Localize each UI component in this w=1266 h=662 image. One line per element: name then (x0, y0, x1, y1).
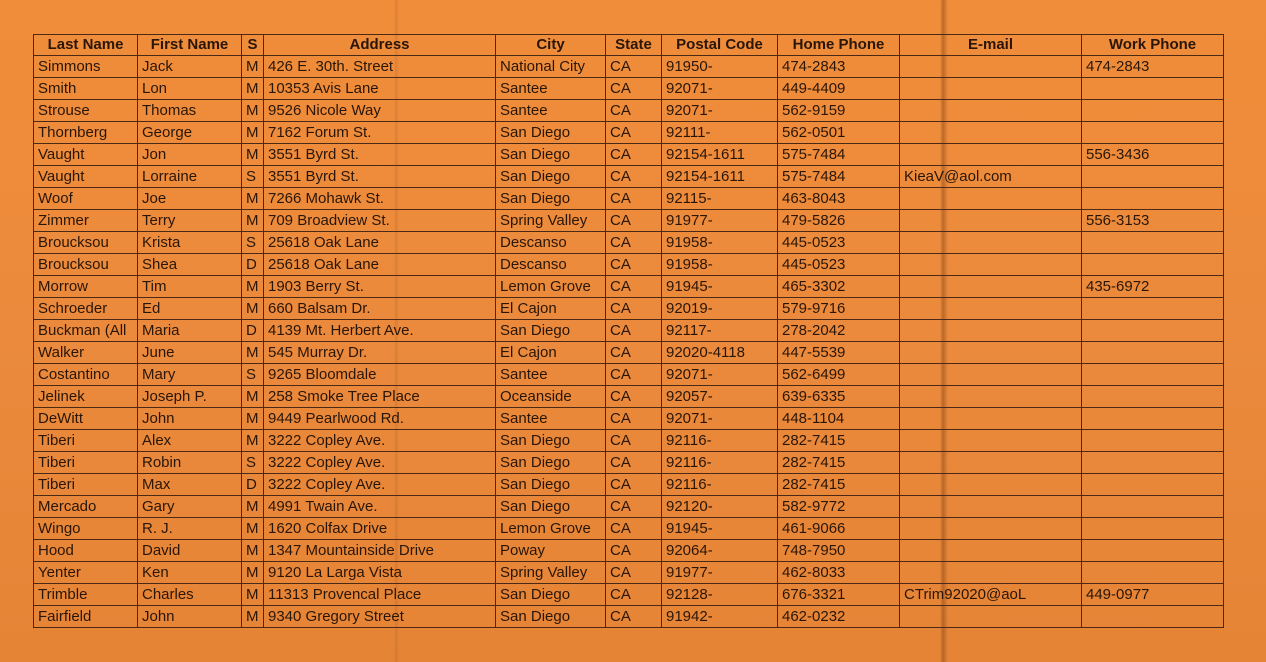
cell-first-name: R. J. (138, 518, 242, 540)
cell-state: CA (606, 78, 662, 100)
cell-first-name: Ed (138, 298, 242, 320)
cell-state: CA (606, 210, 662, 232)
cell-address: 3222 Copley Ave. (264, 474, 496, 496)
cell-state: CA (606, 474, 662, 496)
cell-state: CA (606, 584, 662, 606)
cell-first-name: Joe (138, 188, 242, 210)
cell-state: CA (606, 496, 662, 518)
cell-last-name: Broucksou (34, 254, 138, 276)
header-s: S (242, 35, 264, 56)
cell-address: 7266 Mohawk St. (264, 188, 496, 210)
cell-first-name: Thomas (138, 100, 242, 122)
header-email: E-mail (900, 35, 1082, 56)
cell-postal-code: 92057- (662, 386, 778, 408)
cell-state: CA (606, 100, 662, 122)
cell-state: CA (606, 540, 662, 562)
cell-home-phone: 445-0523 (778, 232, 900, 254)
contact-roster-table (33, 34, 1224, 628)
cell-state: CA (606, 518, 662, 540)
cell-email (900, 342, 1082, 364)
cell-state: CA (606, 144, 662, 166)
cell-address: 9526 Nicole Way (264, 100, 496, 122)
cell-home-phone: 449-4409 (778, 78, 900, 100)
header-last-name: Last Name (34, 35, 138, 56)
cell-last-name: Vaught (34, 166, 138, 188)
cell-address: 545 Murray Dr. (264, 342, 496, 364)
cell-city: San Diego (496, 188, 606, 210)
table-row (34, 540, 1224, 562)
cell-last-name: Broucksou (34, 232, 138, 254)
cell-first-name: Joseph P. (138, 386, 242, 408)
roster-body (34, 56, 1224, 628)
header-row (34, 35, 1224, 56)
cell-work-phone (1082, 100, 1224, 122)
cell-status: M (242, 298, 264, 320)
cell-address: 3222 Copley Ave. (264, 430, 496, 452)
cell-state: CA (606, 430, 662, 452)
cell-state: CA (606, 122, 662, 144)
cell-home-phone: 465-3302 (778, 276, 900, 298)
cell-postal-code: 92071- (662, 100, 778, 122)
cell-email (900, 452, 1082, 474)
cell-first-name: Jack (138, 56, 242, 78)
table-row (34, 606, 1224, 628)
cell-home-phone: 461-9066 (778, 518, 900, 540)
cell-city: San Diego (496, 430, 606, 452)
cell-postal-code: 91950- (662, 56, 778, 78)
header-work-phone: Work Phone (1082, 35, 1224, 56)
cell-first-name: John (138, 606, 242, 628)
table-row (34, 276, 1224, 298)
cell-home-phone: 278-2042 (778, 320, 900, 342)
cell-last-name: Trimble (34, 584, 138, 606)
cell-postal-code: 92071- (662, 364, 778, 386)
cell-state: CA (606, 342, 662, 364)
cell-home-phone: 562-6499 (778, 364, 900, 386)
cell-home-phone: 562-0501 (778, 122, 900, 144)
cell-first-name: Charles (138, 584, 242, 606)
cell-home-phone: 562-9159 (778, 100, 900, 122)
cell-postal-code: 91945- (662, 276, 778, 298)
cell-last-name: Tiberi (34, 430, 138, 452)
cell-email (900, 496, 1082, 518)
cell-address: 4139 Mt. Herbert Ave. (264, 320, 496, 342)
cell-city: San Diego (496, 122, 606, 144)
cell-state: CA (606, 166, 662, 188)
table-row (34, 452, 1224, 474)
cell-status: M (242, 386, 264, 408)
cell-postal-code: 92120- (662, 496, 778, 518)
cell-state: CA (606, 276, 662, 298)
cell-status: M (242, 518, 264, 540)
cell-work-phone (1082, 364, 1224, 386)
cell-home-phone: 748-7950 (778, 540, 900, 562)
cell-city: El Cajon (496, 298, 606, 320)
table-row (34, 562, 1224, 584)
cell-work-phone (1082, 122, 1224, 144)
cell-email (900, 408, 1082, 430)
cell-home-phone: 582-9772 (778, 496, 900, 518)
cell-address: 9120 La Larga Vista (264, 562, 496, 584)
cell-first-name: Maria (138, 320, 242, 342)
table-row (34, 430, 1224, 452)
cell-email (900, 144, 1082, 166)
header-home-phone: Home Phone (778, 35, 900, 56)
table-row (34, 386, 1224, 408)
cell-first-name: Tim (138, 276, 242, 298)
cell-postal-code: 92154-1611 (662, 144, 778, 166)
cell-status: S (242, 452, 264, 474)
cell-state: CA (606, 188, 662, 210)
cell-home-phone: 447-5539 (778, 342, 900, 364)
table-row (34, 144, 1224, 166)
cell-address: 9265 Bloomdale (264, 364, 496, 386)
cell-email (900, 298, 1082, 320)
cell-work-phone (1082, 166, 1224, 188)
cell-email (900, 254, 1082, 276)
cell-first-name: Lorraine (138, 166, 242, 188)
header-first-name: First Name (138, 35, 242, 56)
cell-work-phone: 435-6972 (1082, 276, 1224, 298)
cell-email (900, 210, 1082, 232)
cell-home-phone: 575-7484 (778, 166, 900, 188)
cell-city: Spring Valley (496, 210, 606, 232)
table-row (34, 496, 1224, 518)
cell-home-phone: 445-0523 (778, 254, 900, 276)
cell-first-name: Krista (138, 232, 242, 254)
cell-address: 1347 Mountainside Drive (264, 540, 496, 562)
cell-work-phone (1082, 562, 1224, 584)
cell-status: M (242, 56, 264, 78)
cell-postal-code: 92116- (662, 430, 778, 452)
cell-work-phone (1082, 298, 1224, 320)
cell-city: National City (496, 56, 606, 78)
cell-home-phone: 462-8033 (778, 562, 900, 584)
cell-postal-code: 91958- (662, 232, 778, 254)
header-postal-code: Postal Code (662, 35, 778, 56)
cell-last-name: Woof (34, 188, 138, 210)
cell-status: S (242, 364, 264, 386)
cell-status: M (242, 430, 264, 452)
table-row (34, 56, 1224, 78)
cell-city: San Diego (496, 474, 606, 496)
header-state: State (606, 35, 662, 56)
cell-first-name: Shea (138, 254, 242, 276)
cell-last-name: Yenter (34, 562, 138, 584)
cell-home-phone: 282-7415 (778, 474, 900, 496)
table-row (34, 210, 1224, 232)
table-row (34, 298, 1224, 320)
cell-first-name: Mary (138, 364, 242, 386)
cell-postal-code: 92115- (662, 188, 778, 210)
cell-last-name: Buckman (All (34, 320, 138, 342)
cell-postal-code: 92019- (662, 298, 778, 320)
cell-status: M (242, 144, 264, 166)
cell-email (900, 474, 1082, 496)
cell-postal-code: 92117- (662, 320, 778, 342)
cell-address: 9449 Pearlwood Rd. (264, 408, 496, 430)
cell-email (900, 100, 1082, 122)
cell-state: CA (606, 562, 662, 584)
cell-state: CA (606, 56, 662, 78)
cell-last-name: Mercado (34, 496, 138, 518)
cell-last-name: Strouse (34, 100, 138, 122)
cell-status: M (242, 342, 264, 364)
cell-status: S (242, 232, 264, 254)
cell-email (900, 518, 1082, 540)
cell-home-phone: 282-7415 (778, 452, 900, 474)
cell-city: Spring Valley (496, 562, 606, 584)
cell-work-phone (1082, 320, 1224, 342)
cell-postal-code: 92154-1611 (662, 166, 778, 188)
cell-postal-code: 92116- (662, 452, 778, 474)
cell-postal-code: 91958- (662, 254, 778, 276)
cell-address: 258 Smoke Tree Place (264, 386, 496, 408)
cell-last-name: Vaught (34, 144, 138, 166)
cell-first-name: Max (138, 474, 242, 496)
cell-address: 1620 Colfax Drive (264, 518, 496, 540)
cell-state: CA (606, 232, 662, 254)
header-city: City (496, 35, 606, 56)
table-row (34, 188, 1224, 210)
cell-postal-code: 91942- (662, 606, 778, 628)
cell-city: San Diego (496, 584, 606, 606)
cell-work-phone (1082, 254, 1224, 276)
cell-status: M (242, 496, 264, 518)
cell-address: 4991 Twain Ave. (264, 496, 496, 518)
cell-last-name: Wingo (34, 518, 138, 540)
cell-last-name: Morrow (34, 276, 138, 298)
cell-email (900, 188, 1082, 210)
cell-postal-code: 91977- (662, 210, 778, 232)
cell-work-phone (1082, 518, 1224, 540)
table-row (34, 100, 1224, 122)
table-row (34, 518, 1224, 540)
cell-last-name: Simmons (34, 56, 138, 78)
cell-work-phone: 556-3436 (1082, 144, 1224, 166)
table-row (34, 320, 1224, 342)
cell-last-name: Jelinek (34, 386, 138, 408)
cell-status: D (242, 320, 264, 342)
cell-last-name: Smith (34, 78, 138, 100)
cell-status: M (242, 78, 264, 100)
cell-state: CA (606, 408, 662, 430)
cell-postal-code: 92116- (662, 474, 778, 496)
cell-email (900, 606, 1082, 628)
cell-first-name: June (138, 342, 242, 364)
cell-last-name: Hood (34, 540, 138, 562)
table-row (34, 342, 1224, 364)
table-row (34, 364, 1224, 386)
cell-city: San Diego (496, 452, 606, 474)
cell-last-name: Tiberi (34, 452, 138, 474)
cell-city: San Diego (496, 144, 606, 166)
cell-address: 7162 Forum St. (264, 122, 496, 144)
cell-first-name: George (138, 122, 242, 144)
cell-city: San Diego (496, 166, 606, 188)
cell-home-phone: 462-0232 (778, 606, 900, 628)
cell-email: CTrim92020@aoL (900, 584, 1082, 606)
cell-postal-code: 91945- (662, 518, 778, 540)
cell-email (900, 122, 1082, 144)
cell-address: 426 E. 30th. Street (264, 56, 496, 78)
cell-city: Santee (496, 78, 606, 100)
cell-first-name: Lon (138, 78, 242, 100)
cell-address: 3551 Byrd St. (264, 166, 496, 188)
table-row (34, 78, 1224, 100)
cell-first-name: Gary (138, 496, 242, 518)
cell-email (900, 540, 1082, 562)
cell-city: Lemon Grove (496, 276, 606, 298)
table-row (34, 122, 1224, 144)
cell-city: Santee (496, 364, 606, 386)
cell-postal-code: 92111- (662, 122, 778, 144)
cell-city: Poway (496, 540, 606, 562)
cell-email (900, 276, 1082, 298)
cell-first-name: David (138, 540, 242, 562)
cell-status: S (242, 166, 264, 188)
cell-status: M (242, 122, 264, 144)
cell-work-phone (1082, 474, 1224, 496)
cell-work-phone: 556-3153 (1082, 210, 1224, 232)
cell-status: M (242, 210, 264, 232)
cell-state: CA (606, 606, 662, 628)
table-row (34, 254, 1224, 276)
cell-postal-code: 92020-4118 (662, 342, 778, 364)
cell-email (900, 562, 1082, 584)
cell-status: M (242, 540, 264, 562)
cell-home-phone: 474-2843 (778, 56, 900, 78)
cell-status: M (242, 562, 264, 584)
table-row (34, 474, 1224, 496)
cell-email (900, 430, 1082, 452)
cell-city: Santee (496, 408, 606, 430)
cell-home-phone: 463-8043 (778, 188, 900, 210)
cell-home-phone: 579-9716 (778, 298, 900, 320)
cell-status: M (242, 100, 264, 122)
cell-work-phone (1082, 540, 1224, 562)
cell-home-phone: 676-3321 (778, 584, 900, 606)
cell-state: CA (606, 364, 662, 386)
cell-work-phone (1082, 232, 1224, 254)
cell-email: KieaV@aol.com (900, 166, 1082, 188)
cell-email (900, 78, 1082, 100)
cell-address: 1903 Berry St. (264, 276, 496, 298)
cell-first-name: Ken (138, 562, 242, 584)
cell-postal-code: 91977- (662, 562, 778, 584)
cell-first-name: Alex (138, 430, 242, 452)
cell-address: 25618 Oak Lane (264, 232, 496, 254)
table-row (34, 166, 1224, 188)
table-row (34, 408, 1224, 430)
cell-city: Descanso (496, 232, 606, 254)
cell-last-name: Zimmer (34, 210, 138, 232)
cell-work-phone: 449-0977 (1082, 584, 1224, 606)
cell-postal-code: 92064- (662, 540, 778, 562)
cell-status: M (242, 408, 264, 430)
cell-city: Lemon Grove (496, 518, 606, 540)
cell-email (900, 386, 1082, 408)
cell-work-phone (1082, 606, 1224, 628)
cell-address: 10353 Avis Lane (264, 78, 496, 100)
cell-work-phone: 474-2843 (1082, 56, 1224, 78)
header-address: Address (264, 35, 496, 56)
cell-last-name: Tiberi (34, 474, 138, 496)
cell-work-phone (1082, 386, 1224, 408)
cell-postal-code: 92071- (662, 78, 778, 100)
cell-last-name: Fairfield (34, 606, 138, 628)
cell-state: CA (606, 452, 662, 474)
cell-city: Oceanside (496, 386, 606, 408)
cell-address: 9340 Gregory Street (264, 606, 496, 628)
cell-home-phone: 575-7484 (778, 144, 900, 166)
cell-status: M (242, 606, 264, 628)
cell-city: San Diego (496, 606, 606, 628)
cell-postal-code: 92071- (662, 408, 778, 430)
cell-status: D (242, 474, 264, 496)
cell-status: M (242, 276, 264, 298)
cell-work-phone (1082, 342, 1224, 364)
cell-home-phone: 479-5826 (778, 210, 900, 232)
cell-email (900, 320, 1082, 342)
cell-city: Santee (496, 100, 606, 122)
cell-home-phone: 282-7415 (778, 430, 900, 452)
cell-last-name: Thornberg (34, 122, 138, 144)
cell-last-name: Costantino (34, 364, 138, 386)
cell-city: San Diego (496, 320, 606, 342)
cell-status: M (242, 584, 264, 606)
cell-state: CA (606, 320, 662, 342)
cell-last-name: Schroeder (34, 298, 138, 320)
cell-last-name: DeWitt (34, 408, 138, 430)
table-row (34, 584, 1224, 606)
cell-work-phone (1082, 452, 1224, 474)
cell-postal-code: 92128- (662, 584, 778, 606)
cell-work-phone (1082, 188, 1224, 210)
cell-state: CA (606, 298, 662, 320)
cell-state: CA (606, 386, 662, 408)
cell-work-phone (1082, 430, 1224, 452)
cell-city: San Diego (496, 496, 606, 518)
cell-address: 11313 Provencal Place (264, 584, 496, 606)
cell-address: 25618 Oak Lane (264, 254, 496, 276)
cell-address: 3222 Copley Ave. (264, 452, 496, 474)
cell-work-phone (1082, 496, 1224, 518)
cell-state: CA (606, 254, 662, 276)
cell-email (900, 232, 1082, 254)
cell-home-phone: 639-6335 (778, 386, 900, 408)
cell-address: 709 Broadview St. (264, 210, 496, 232)
cell-first-name: Terry (138, 210, 242, 232)
cell-address: 660 Balsam Dr. (264, 298, 496, 320)
cell-home-phone: 448-1104 (778, 408, 900, 430)
cell-city: El Cajon (496, 342, 606, 364)
cell-first-name: Jon (138, 144, 242, 166)
table-row (34, 232, 1224, 254)
cell-email (900, 56, 1082, 78)
cell-work-phone (1082, 78, 1224, 100)
cell-first-name: John (138, 408, 242, 430)
cell-last-name: Walker (34, 342, 138, 364)
cell-status: M (242, 188, 264, 210)
cell-first-name: Robin (138, 452, 242, 474)
cell-work-phone (1082, 408, 1224, 430)
cell-status: D (242, 254, 264, 276)
cell-address: 3551 Byrd St. (264, 144, 496, 166)
cell-city: Descanso (496, 254, 606, 276)
cell-email (900, 364, 1082, 386)
